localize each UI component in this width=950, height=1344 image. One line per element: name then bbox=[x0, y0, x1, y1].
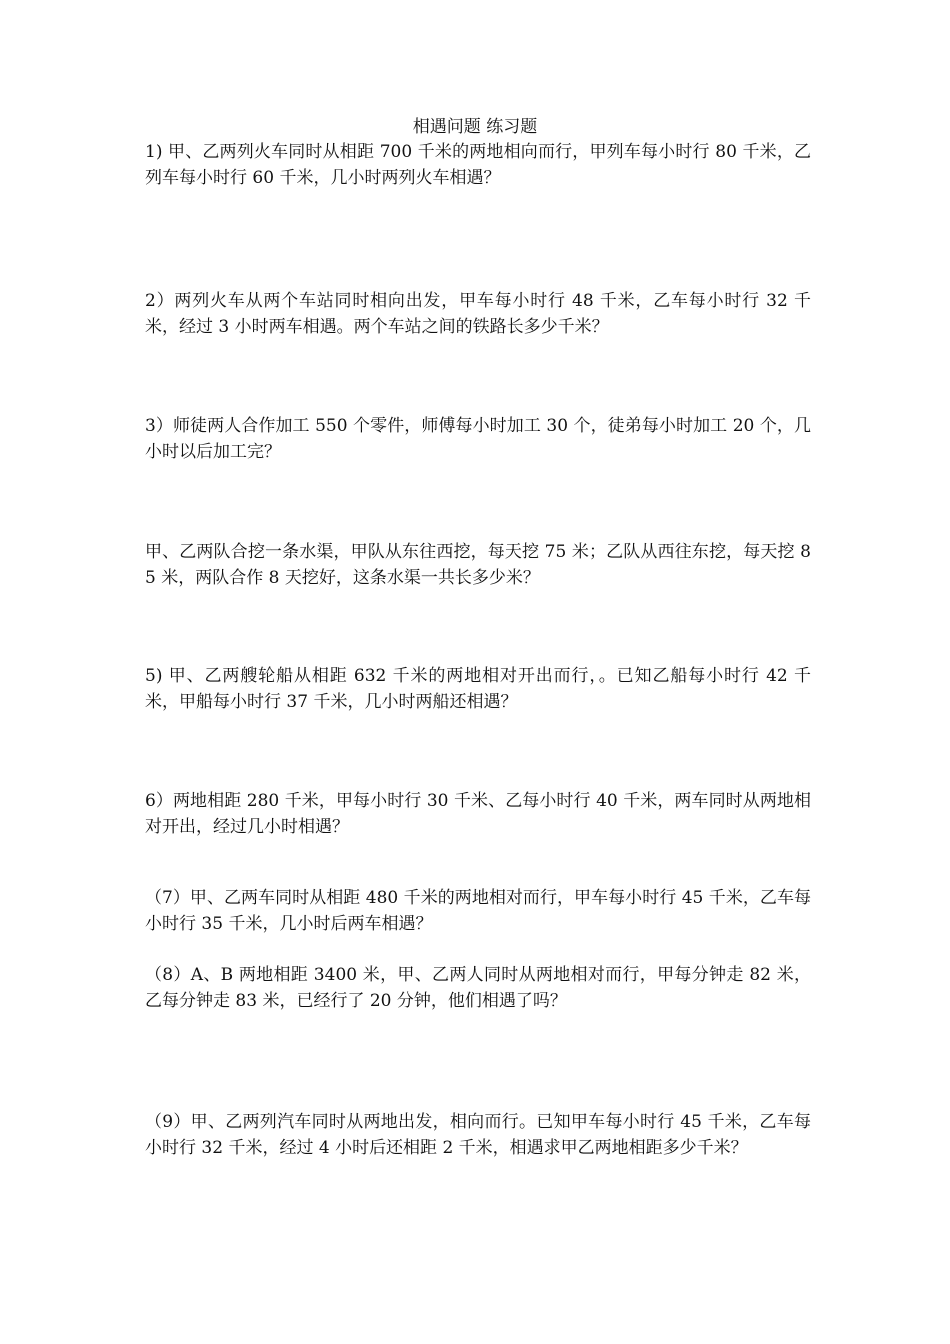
problem-7: （7）甲、乙两车同时从相距 480 千米的两地相对而行，甲车每小时行 45 千米，乙车每小时行 35 千米，几小时后两车相遇？ bbox=[145, 888, 811, 934]
worksheet-title: 相遇问题 练习题 bbox=[412, 117, 538, 137]
problem-6: 6）两地相距 280 千米，甲每小时行 30 千米、乙每小时行 40 千米，两车同时从两地相对开出，经过几小时相遇？ bbox=[145, 791, 811, 837]
problem-8: （8）A、B 两地相距 3400 米，甲、乙两人同时从两地相对而行，甲每分钟走 82 米，乙每分钟走 83 米，已经行了 20 分钟，他们相遇了吗？ bbox=[145, 965, 811, 1011]
problem-3: 3）师徒两人合作加工 550 个零件，师傅每小时加工 30 个，徒弟每小时加工 20 个，几小时以后加工完？ bbox=[145, 416, 811, 462]
problem-1: 1) 甲、乙两列火车同时从相距 700 千米的两地相向而行，甲列车每小时行 80 千米，乙列车每小时行 60 千米，几小时两列火车相遇？ bbox=[145, 142, 811, 188]
problem-5: 5) 甲、乙两艘轮船从相距 632 千米的两地相对开出而行，。已知乙船每小时行 42 千米，甲船每小时行 37 千米，几小时两船还相遇？ bbox=[145, 666, 811, 712]
problem-2: 2）两列火车从两个车站同时相向出发，甲车每小时行 48 千米，乙车每小时行 32 千米，经过 3 小时两车相遇。两个车站之间的铁路长多少千米？ bbox=[145, 291, 811, 337]
problem-4: 甲、乙两队合挖一条水渠，甲队从东往西挖，每天挖 75 米；乙队从西往东挖，每天挖 85 米，两队合作 8 天挖好，这条水渠一共长多少米？ bbox=[145, 542, 811, 588]
problem-9: （9）甲、乙两列汽车同时从两地出发，相向而行。已知甲车每小时行 45 千米，乙车每小时行 32 千米，经过 4 小时后还相距 2 千米，相遇求甲乙两地相距多少千米？ bbox=[145, 1112, 811, 1158]
